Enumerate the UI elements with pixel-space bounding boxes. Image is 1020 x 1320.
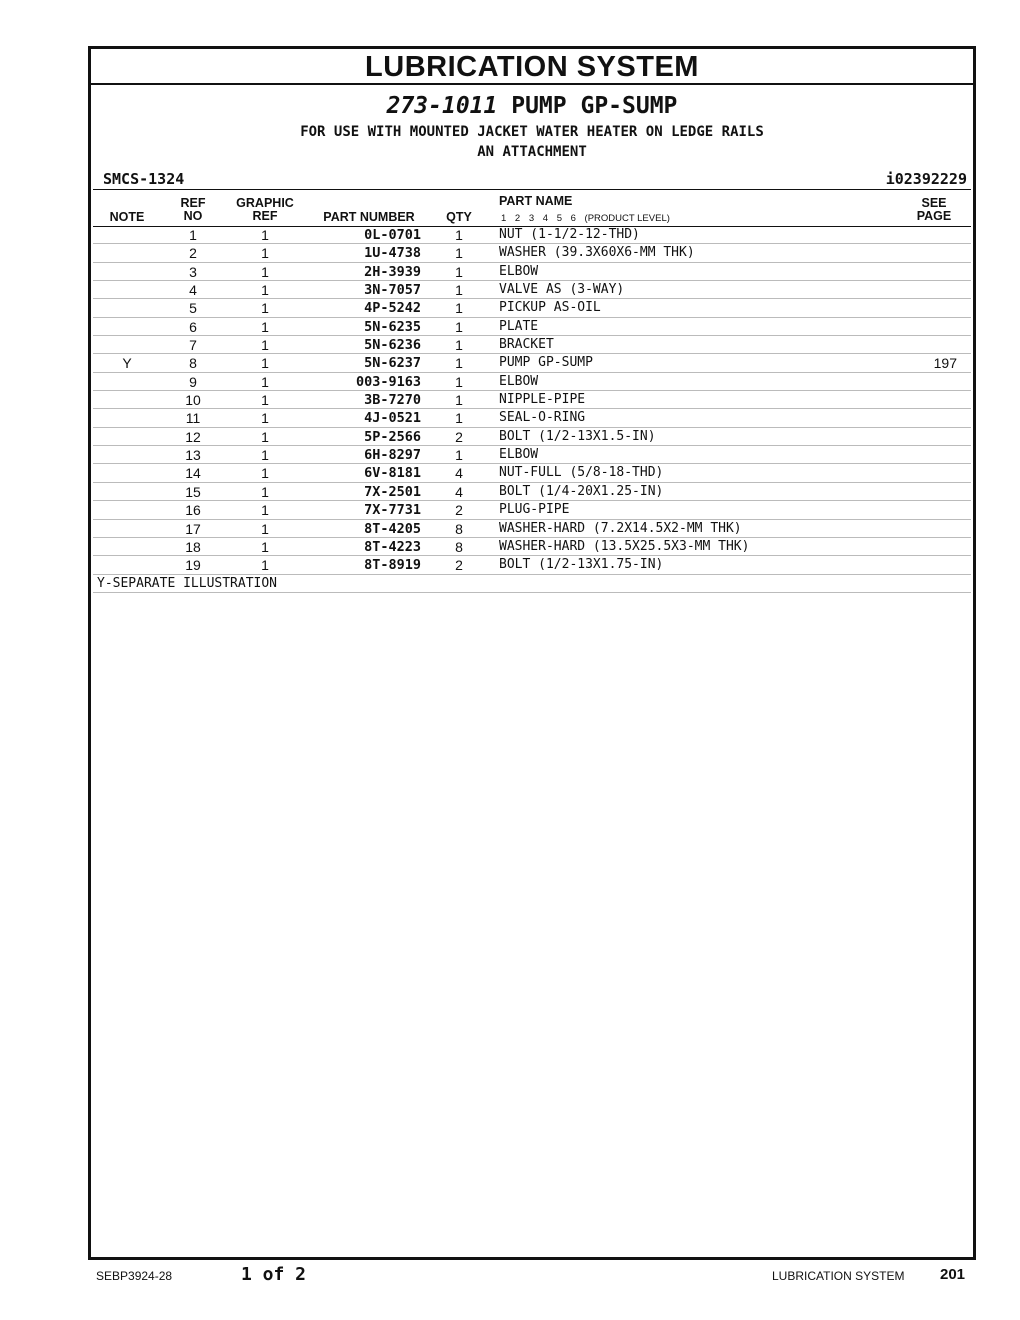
table-row [93, 299, 971, 317]
cell-ref-no: 19 [185, 557, 201, 574]
cell-qty: 1 [455, 300, 463, 317]
cell-part-name: PUMP GP-SUMP [499, 355, 593, 371]
cell-see-page: 197 [933, 355, 957, 372]
cell-qty: 1 [455, 410, 463, 427]
cell-part-name: BOLT (1/2-13X1.75-IN) [499, 557, 664, 573]
table-row [93, 244, 971, 262]
table-row [93, 263, 971, 281]
cell-ref-no: 14 [185, 465, 201, 482]
page-frame [88, 46, 976, 1260]
cell-ref-no: 5 [189, 300, 197, 317]
table-row [93, 538, 971, 556]
cell-qty: 4 [455, 465, 463, 482]
cell-part-number: 7X-7731 [364, 502, 421, 519]
illustration-id: i02392229 [885, 170, 967, 188]
header-graphic-bottom: REF [252, 209, 278, 223]
cell-graphic-ref: 1 [261, 428, 269, 445]
footnote-row [93, 575, 971, 593]
cell-part-number: 1U-4738 [364, 245, 421, 262]
smcs-code: SMCS-1324 [103, 170, 185, 188]
header-see-top: SEE [921, 196, 947, 210]
cell-part-number: 003-9163 [355, 373, 421, 390]
group-heading [91, 93, 973, 119]
table-row [93, 483, 971, 501]
cell-ref-no: 12 [185, 428, 201, 445]
cell-graphic-ref: 1 [261, 355, 269, 372]
header-see-bottom: PAGE [916, 209, 952, 223]
table-row [93, 556, 971, 574]
table-header [93, 189, 971, 227]
header-graphic-ref [229, 197, 301, 223]
cell-graphic-ref: 1 [261, 282, 269, 299]
cell-qty: 2 [455, 428, 463, 445]
cell-part-number: 5P-2566 [364, 428, 421, 445]
header-part-name: PART NAME [499, 194, 573, 208]
subtitle-line-1: FOR USE WITH MOUNTED JACKET WATER HEATER ON LEDGE RAILS [300, 124, 764, 140]
cell-part-number: 5N-6237 [364, 355, 421, 372]
cell-ref-no: 4 [189, 282, 197, 299]
group-part-number: 273-1011 [386, 93, 498, 119]
cell-part-number: 5N-6235 [364, 318, 421, 335]
table-row [93, 391, 971, 409]
cell-part-number: 8T-8919 [364, 557, 421, 574]
cell-part-name: BOLT (1/4-20X1.25-IN) [499, 483, 664, 499]
cell-part-name: ELBOW [499, 263, 539, 279]
header-ref-top: REF [180, 196, 206, 210]
footnote-text: Y-SEPARATE ILLUSTRATION [97, 575, 278, 591]
cell-part-number: 4J-0521 [364, 410, 421, 427]
cell-graphic-ref: 1 [261, 300, 269, 317]
cell-part-name: BOLT (1/2-13X1.5-IN) [499, 428, 656, 444]
cell-part-number: 4P-5242 [364, 300, 421, 317]
group-name: PUMP GP-SUMP [511, 93, 678, 119]
header-ref-bottom: NO [183, 209, 203, 223]
header-graphic-top: GRAPHIC [236, 196, 294, 210]
cell-part-name: VALVE AS (3-WAY) [499, 282, 625, 298]
cell-graphic-ref: 1 [261, 373, 269, 390]
cell-part-name: WASHER-HARD (7.2X14.5X2-MM THK) [499, 520, 742, 536]
footer-doc-id: SEBP3924-28 [96, 1269, 173, 1283]
cell-qty: 4 [455, 483, 463, 500]
header-see-page [909, 197, 959, 223]
footer-page-number: 201 [940, 1266, 966, 1283]
table-row [93, 409, 971, 427]
cell-qty: 1 [455, 263, 463, 280]
table-row [93, 281, 971, 299]
cell-qty: 1 [455, 318, 463, 335]
table-row [93, 520, 971, 538]
cell-part-name: PLUG-PIPE [499, 502, 570, 518]
page-title: LUBRICATION SYSTEM [91, 49, 973, 85]
header-qty: QTY [446, 210, 472, 224]
table-row [93, 428, 971, 446]
cell-ref-no: 11 [185, 410, 201, 427]
table-row [93, 336, 971, 354]
header-level-numbers: 1 2 3 4 5 6 [501, 213, 576, 224]
cell-qty: 1 [455, 282, 463, 299]
cell-note: Y [122, 355, 132, 372]
cell-qty: 1 [455, 447, 463, 464]
table-row [93, 318, 971, 336]
table-row [93, 464, 971, 482]
cell-graphic-ref: 1 [261, 557, 269, 574]
header-ref-no [165, 197, 221, 223]
table-row [93, 501, 971, 519]
cell-ref-no: 8 [189, 355, 197, 372]
cell-graphic-ref: 1 [261, 520, 269, 537]
cell-qty: 2 [455, 557, 463, 574]
cell-qty: 1 [455, 227, 463, 243]
cell-graphic-ref: 1 [261, 227, 269, 243]
cell-graphic-ref: 1 [261, 337, 269, 354]
cell-qty: 1 [455, 373, 463, 390]
cell-graphic-ref: 1 [261, 483, 269, 500]
cell-part-name: SEAL-O-RING [499, 410, 586, 426]
cell-part-name: BRACKET [499, 337, 554, 353]
cell-part-name: NUT-FULL (5/8-18-THD) [499, 465, 664, 481]
cell-graphic-ref: 1 [261, 465, 269, 482]
cell-ref-no: 9 [189, 373, 197, 390]
table-row [93, 226, 971, 244]
cell-part-name: NIPPLE-PIPE [499, 392, 586, 408]
header-note: NOTE [109, 210, 145, 224]
cell-part-name: WASHER-HARD (13.5X25.5X3-MM THK) [499, 538, 750, 554]
cell-ref-no: 1 [189, 227, 197, 243]
footer-page-count: 1 of 2 [241, 1264, 307, 1285]
subtitle-line-2: AN ATTACHMENT [477, 144, 587, 160]
cell-qty: 2 [455, 502, 463, 519]
cell-part-name: PLATE [499, 318, 539, 334]
cell-ref-no: 6 [189, 318, 197, 335]
cell-graphic-ref: 1 [261, 447, 269, 464]
cell-ref-no: 16 [185, 502, 201, 519]
cell-qty: 8 [455, 520, 463, 537]
cell-ref-no: 7 [189, 337, 197, 354]
cell-part-number: 6H-8297 [364, 447, 421, 464]
cell-part-number: 5N-6236 [364, 337, 421, 354]
table-row [93, 354, 971, 372]
cell-qty: 1 [455, 337, 463, 354]
cell-part-number: 8T-4205 [364, 520, 421, 537]
cell-part-name: ELBOW [499, 447, 539, 463]
cell-part-name: NUT (1-1/2-12-THD) [499, 227, 640, 242]
cell-ref-no: 17 [185, 520, 201, 537]
header-product-levels [501, 213, 670, 224]
cell-graphic-ref: 1 [261, 318, 269, 335]
parts-table-body [93, 226, 971, 593]
cell-qty: 1 [455, 245, 463, 262]
cell-part-number: 8T-4223 [364, 538, 421, 555]
cell-ref-no: 10 [185, 392, 201, 409]
table-row [93, 446, 971, 464]
cell-qty: 1 [455, 392, 463, 409]
cell-part-name: WASHER (39.3X60X6-MM THK) [499, 245, 695, 261]
cell-ref-no: 18 [185, 538, 201, 555]
cell-part-number: 0L-0701 [364, 227, 421, 243]
cell-graphic-ref: 1 [261, 263, 269, 280]
cell-graphic-ref: 1 [261, 392, 269, 409]
cell-ref-no: 13 [185, 447, 201, 464]
cell-qty: 1 [455, 355, 463, 372]
cell-ref-no: 2 [189, 245, 197, 262]
cell-qty: 8 [455, 538, 463, 555]
cell-ref-no: 3 [189, 263, 197, 280]
table-row [93, 373, 971, 391]
cell-part-number: 3N-7057 [364, 282, 421, 299]
cell-graphic-ref: 1 [261, 410, 269, 427]
cell-part-number: 7X-2501 [364, 483, 421, 500]
header-part-number: PART NUMBER [323, 210, 415, 224]
cell-graphic-ref: 1 [261, 538, 269, 555]
footer-section-name: LUBRICATION SYSTEM [772, 1269, 905, 1283]
cell-graphic-ref: 1 [261, 245, 269, 262]
cell-part-name: ELBOW [499, 373, 539, 389]
cell-ref-no: 15 [185, 483, 201, 500]
cell-part-number: 6V-8181 [364, 465, 421, 482]
cell-part-name: PICKUP AS-OIL [499, 300, 601, 316]
cell-part-number: 2H-3939 [364, 263, 421, 280]
header-product-level-label: (PRODUCT LEVEL) [584, 213, 670, 224]
cell-graphic-ref: 1 [261, 502, 269, 519]
cell-part-number: 3B-7270 [364, 392, 421, 409]
